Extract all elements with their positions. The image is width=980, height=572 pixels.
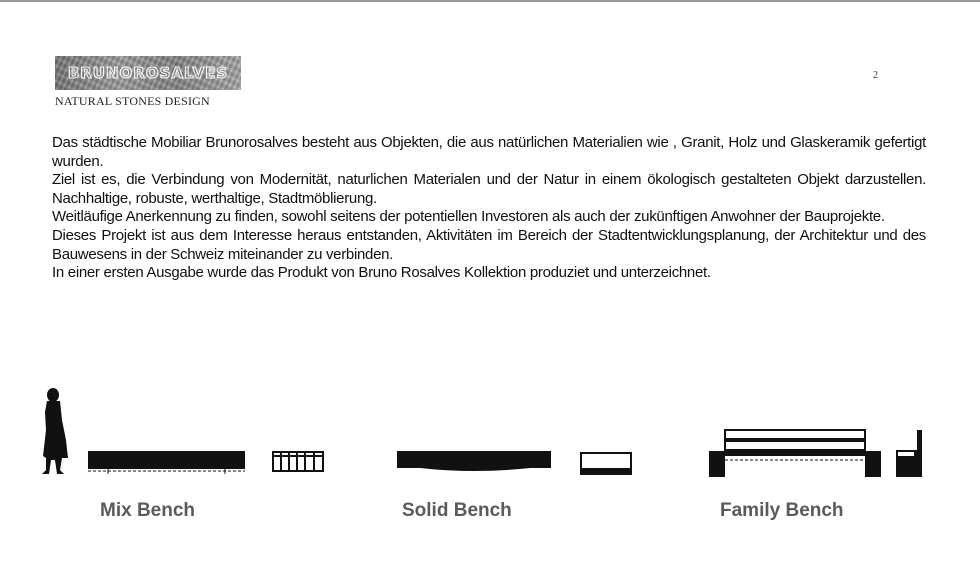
family-bench-side-view — [709, 430, 881, 477]
solid-bench-end-view — [581, 453, 631, 474]
product-label-solid-bench: Solid Bench — [402, 500, 512, 521]
paragraph-2: Ziel ist es, die Verbindung von Modernität, naturlichen Materialen und der Natur in einem ökologisch gestalteten Objekt darzustellen. Nachhaltige, robuste, werthaltige, Stadtmöblierung. — [52, 171, 926, 207]
product-label-family-bench: Family Bench — [720, 500, 844, 521]
bench-drawings — [0, 380, 980, 490]
logo-wordmark: BRUNOROSALVES — [67, 64, 229, 82]
product-label-mix-bench: Mix Bench — [100, 500, 196, 521]
mix-bench-side-view — [88, 451, 245, 474]
paragraph-3: Weitläufige Anerkennung zu finden, sowohl seitens der potentiellen Investoren als auch der zukünftigen Anwohner der Bauprojekte. — [52, 208, 885, 226]
person-silhouette-icon — [42, 388, 68, 474]
page-number: 2 — [873, 70, 878, 81]
paragraph-5: In einer ersten Ausgabe wurde das Produkt von Bruno Rosalves Kollektion produziet und unterzeichnet. — [52, 264, 711, 282]
top-border — [0, 0, 980, 2]
brand-logo — [55, 56, 241, 90]
family-bench-end-view — [896, 430, 922, 477]
intro-text — [52, 134, 926, 283]
solid-bench-side-view — [397, 451, 551, 471]
mix-bench-end-view — [273, 452, 323, 471]
brand-tagline: NATURAL STONES DESIGN — [55, 94, 210, 108]
paragraph-1: Das städtische Mobiliar Brunorosalves besteht aus Objekten, die aus natürlichen Materialien wie , Granit, Holz und Glaskeramik gefertigt wurden. — [52, 134, 926, 170]
paragraph-4: Dieses Projekt ist aus dem Interesse heraus entstanden, Aktivitäten im Bereich der Stadtentwicklungsplanung, der Architektur und des Bauwesens in der Schweiz miteinander zu verbinden. — [52, 226, 926, 263]
